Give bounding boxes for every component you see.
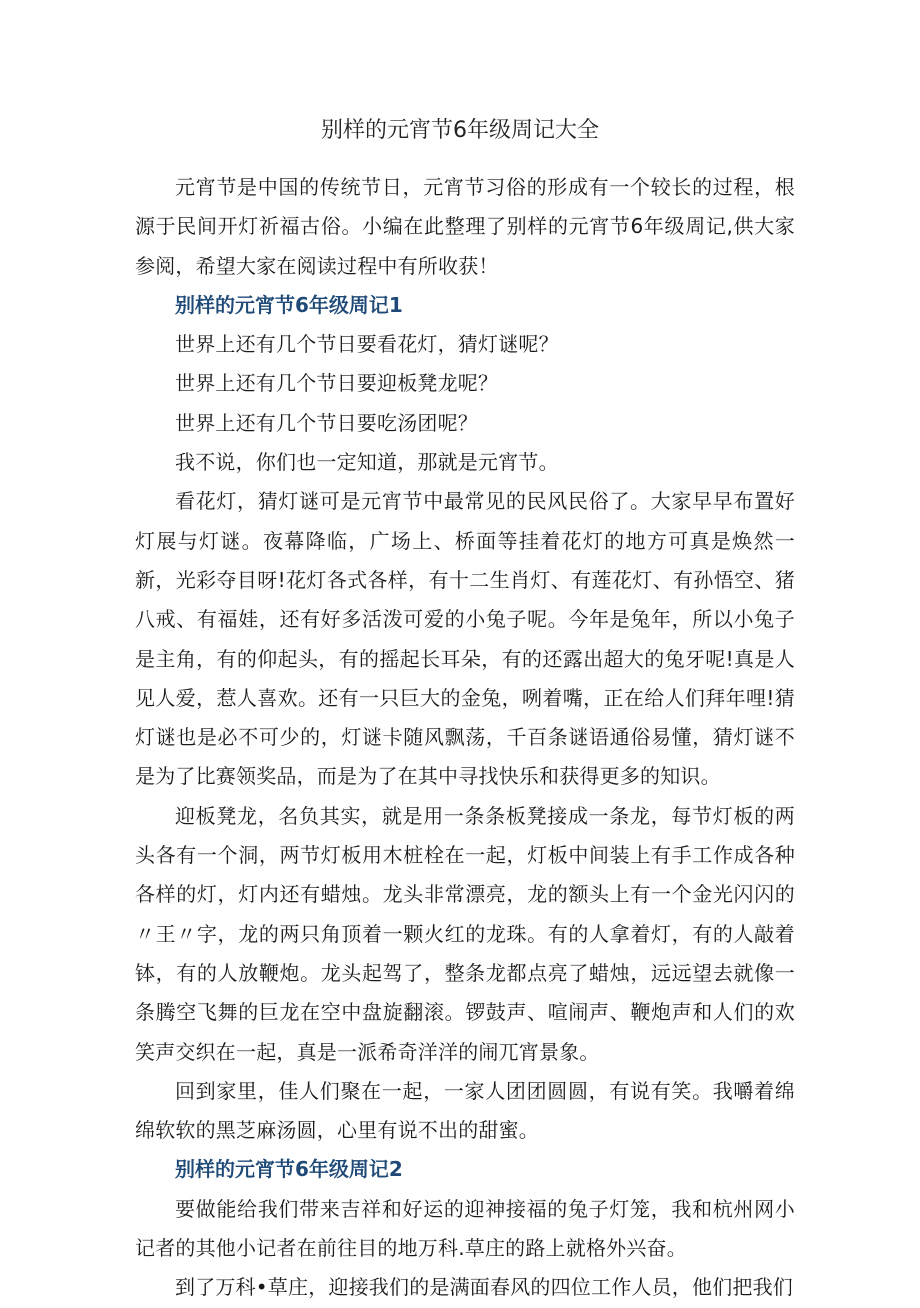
section-2-paragraph: 要做能给我们带来吉祥和好运的迎神接福的兔子灯笼，我和杭州网小记者的其他小记者在前往目的地万科.草庄的路上就格外兴奋。	[135, 1196, 795, 1261]
section-1-heading: 别样的元宵节6年级周记1	[175, 292, 403, 317]
section-1-paragraph: 看花灯，猜灯谜可是元宵节中最常见的民风民俗了。大家早早布置好灯展与灯谜。夜幕降临，广场上、桥面等挂着花灯的地方可真是焕然一新，光彩夺目呀!花灯各式各样，有十二生肖灯、有莲花灯、有孙悟空、猪八戒、有福娃，还有好多活泼可爱的小兔子呢。今年是兔年，所以小兔子是主角，有的仰起头，有的摇起长耳朵，有的还露出超大的兔牙呢!真是人见人爱，惹人喜欢。还有一只巨大的金兔，咧着嘴，正在给人们拜年哩!猜灯谜也是必不可少的，灯谜卡随风飘荡，千百条谜语通俗易懂，猜灯谜不是为了比赛领奖品，而是为了在其中寻找快乐和获得更多的知识。	[135, 489, 795, 789]
section-1-paragraph: 世界上还有几个节日要迎板凳龙呢？	[175, 371, 499, 396]
section-2-paragraph: 到了万科•草庄，迎接我们的是满面春风的四位工作人员，他们把我们	[175, 1275, 793, 1300]
intro-paragraph: 元宵节是中国的传统节日，元宵节习俗的形成有一个较长的过程，根源于民间开灯祈福古俗。小编在此整理了别样的元宵节6年级周记,供大家参阅，希望大家在阅读过程中有所收获！	[135, 175, 795, 278]
document-body	[135, 168, 795, 1308]
section-2-heading: 别样的元宵节6年级周记2	[175, 1157, 403, 1182]
section-1-paragraph: 我不说，你们也一定知道，那就是元宵节。	[175, 450, 559, 475]
section-1-paragraph: 回到家里，佳人们聚在一起，一家人团团圆圆，有说有笑。我嚼着绵绵软软的黑芝麻汤圆，心里有说不出的甜蜜。	[135, 1078, 795, 1143]
section-1-paragraph: 迎板凳龙，名负其实，就是用一条条板凳接成一条龙，每节灯板的两头各有一个洞，两节灯板用木桩栓在一起，灯板中间装上有手工作成各种各样的灯，灯内还有蜡烛。龙头非常漂亮，龙的额头上有一个金光闪闪的〃王〃字，龙的两只角顶着一颗火红的龙珠。有的人拿着灯，有的人敲着钵，有的人放鞭炮。龙头起驾了，整条龙都点亮了蜡烛，远远望去就像一条腾空飞舞的巨龙在空中盘旋翻滚。锣鼓声、喧闹声、鞭炮声和人们的欢笑声交织在一起，真是一派希奇洋洋的闹兀宵景象。	[135, 803, 795, 1064]
section-1-paragraph: 世界上还有几个节日要看花灯，猜灯谜呢？	[175, 332, 559, 357]
document-title: 别样的元宵节6年级周记大全	[321, 118, 599, 143]
section-1-paragraph: 世界上还有几个节日要吃汤团呢？	[175, 410, 478, 435]
